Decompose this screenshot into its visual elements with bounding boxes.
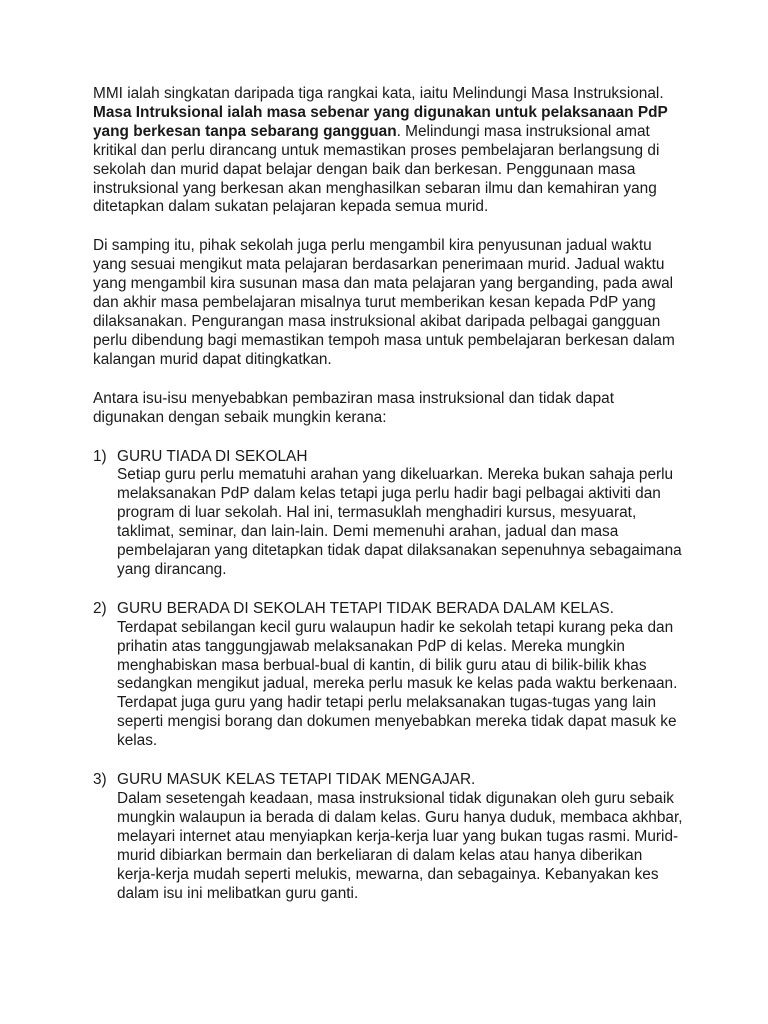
list-item-heading xyxy=(93,771,683,790)
list-item-body: Terdapat sebilangan kecil guru walaupun hadir ke sekolah tetapi kurang peka dan prihatin atas tanggungjawab melaksanakan PdP di kelas. Mereka mungkin menghabiskan masa berbual-bual di kantin, di bilik guru atau di bilik-bilik khas sedangkan mengikut jadual, mereka perlu masuk ke kelas pada waktu berkenaan. Terdapat juga guru yang hadir tetapi perlu melaksanakan tugas-tugas yang lain seperti mengisi borang dan dokumen menyebabkan mereka tidak dapat masuk ke kelas. xyxy=(117,618,678,750)
list-item xyxy=(93,600,683,751)
list-item-body: Setiap guru perlu mematuhi arahan yang dikeluarkan. Mereka bukan sahaja perlu melaksanakan PdP dalam kelas tetapi juga perlu hadir bagi pelbagai aktiviti dan program di luar sekolah. Hal ini, termasuklah menghadiri kursus, mesyuarat, taklimat, seminar, dan lain-lain. Demi memenuhi arahan, jadual dan masa pembelajaran yang ditetapkan tidak dapat dilaksanakan sepenuhnya sebagaimana yang dirancang. xyxy=(117,466,682,578)
list-item-number: 1) xyxy=(93,447,107,465)
document-page xyxy=(93,85,683,923)
list-item-number: 2) xyxy=(93,599,107,617)
intro-text-after: . Melindungi masa instruksional amat kritikal dan perlu dirancang untuk memastikan proses pembelajaran berlangsung di sekolah dan murid dapat belajar dengan baik dan berkesan. Penggunaan masa instruksional yang berkesan akan menghasilkan sebaran ilmu dan kemahiran yang ditetapkan dalam sukatan pelajaran kepada semua murid. xyxy=(93,122,660,216)
paragraph-3: Antara isu-isu menyebabkan pembaziran masa instruksional dan tidak dapat digunakan dengan sebaik mungkin kerana: xyxy=(93,389,615,426)
list-item-title: GURU TIADA DI SEKOLAH xyxy=(117,447,308,465)
list-item xyxy=(93,771,683,903)
list-item xyxy=(93,448,683,580)
paragraph-2: Di samping itu, pihak sekolah juga perlu mengambil kira penyusunan jadual waktu yang sesuai mengikut mata pelajaran berdasarkan penerimaan murid. Jadual waktu yang mengambil kira susunan masa dan mata pelajaran yang berganding, pada awal dan akhir masa pembelajaran misalnya turut memberikan kesan kepada PdP yang dilaksanakan. Pengurangan masa instruksional akibat daripada pelbagai gangguan perlu dibendung bagi memastikan tempoh masa untuk pembelajaran berkesan dalam kalangan murid dapat ditingkatkan. xyxy=(93,237,675,368)
list-item-heading xyxy=(93,600,683,619)
intro-text-before: MMI ialah singkatan daripada tiga rangkai kata, iaitu Melindungi Masa Instruksional. xyxy=(93,85,664,102)
list-item-title: GURU BERADA DI SEKOLAH TETAPI TIDAK BERADA DALAM KELAS. xyxy=(117,599,614,617)
list-item-body: Dalam sesetengah keadaan, masa instruksional tidak digunakan oleh guru sebaik mungkin walaupun ia berada di dalam kelas. Guru hanya duduk, membaca akhbar, melayari internet atau menyiapkan kerja-kerja luar yang bukan tugas rasmi. Murid-murid dibiarkan bermain dan berkeliaran di dalam kelas atau hanya diberikan kerja-kerja mudah seperti melukis, mewarna, dan sebagainya. Kebanyakan kes dalam isu ini melibatkan guru ganti. xyxy=(117,790,683,902)
list-item-heading xyxy=(93,448,683,467)
list-item-title: GURU MASUK KELAS TETAPI TIDAK MENGAJAR. xyxy=(117,771,476,789)
intro-bold-definition: Masa Intruksional ialah masa sebenar yang digunakan untuk pelaksanaan PdP yang berkesan tanpa sebarang gangguan xyxy=(93,103,668,140)
intro-paragraph xyxy=(93,85,683,217)
list-item-number: 3) xyxy=(93,771,107,789)
